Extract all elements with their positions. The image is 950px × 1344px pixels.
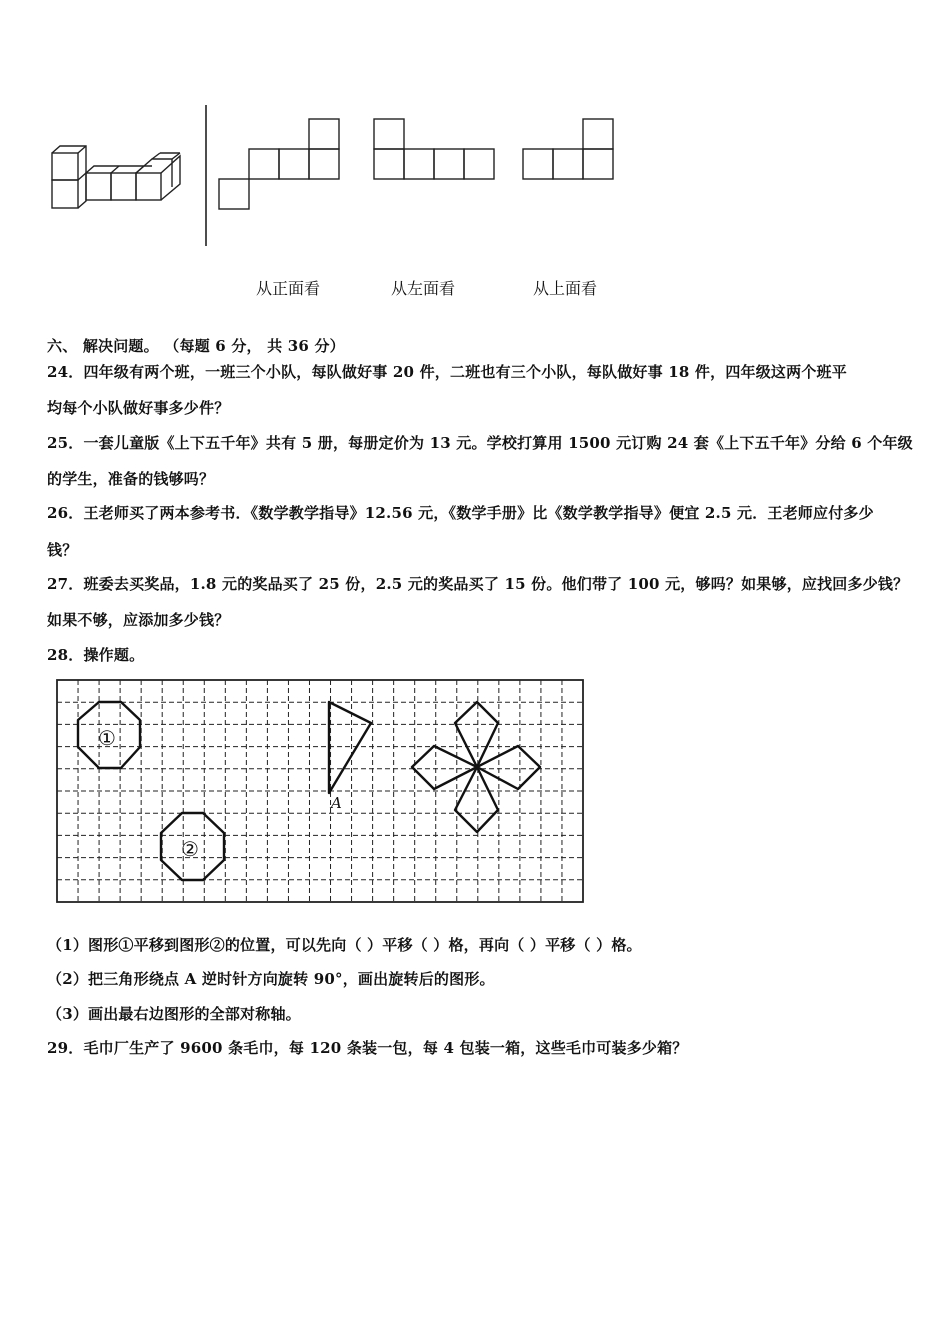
q29-line1: 29．毛巾厂生产了 9600 条毛巾，每 120 条装一包，每 4 包装一箱，这些毛巾可装多少箱？: [47, 1039, 688, 1057]
q27-line1: 27．班委去买奖品，1.8 元的奖品买了 25 份，2.5 元的奖品买了 15 份。他们带了 100 元，够吗？如果够，应找回多少钱？: [47, 575, 909, 593]
front-view-label: 从正面看: [256, 279, 321, 298]
q26-line1: 26．王老师买了两本参考书．《数学教学指导》12.56 元，《数学手册》比《数学教学指导》便宜 2.5 元．王老师应付多少: [47, 504, 874, 522]
point-a-label: A: [331, 794, 342, 812]
flower-shape: [412, 702, 540, 832]
left-view-label: 从左面看: [391, 279, 456, 298]
shape1-label: ①: [98, 726, 116, 750]
q25-line1: 25．一套儿童版《上下五千年》共有 5 册，每册定价为 13 元。学校打算用 1500 元订购 24 套《上下五千年》分给 6 个年级: [47, 434, 913, 452]
q28-sub2: （2）把三角形绕点 A 逆时针方向旋转 90°，画出旋转后的图形。: [47, 970, 495, 988]
triangle-a: [329, 702, 371, 793]
q25-line2: 的学生，准备的钱够吗？: [47, 470, 215, 488]
q28-sub3: （3）画出最右边图形的全部对称轴。: [47, 1005, 301, 1023]
q24-line2: 均每个小队做好事多少件？: [47, 399, 230, 417]
q28-title: 28．操作题。: [47, 646, 145, 664]
q27-line2: 如果不够，应添加多少钱？: [47, 611, 230, 629]
q26-line2: 钱？: [47, 541, 78, 559]
shape2-label: ②: [181, 837, 199, 861]
q28-sub1: （1）图形①平移到图形②的位置，可以先向（ ）平移（ ）格，再向（ ）平移（ ）格。: [47, 936, 642, 954]
top-view-label: 从上面看: [533, 279, 598, 298]
q24-line1: 24．四年级有两个班，一班三个小队，每队做好事 20 件，二班也有三个小队，每队做好事 18 件，四年级这两个班平: [47, 363, 847, 381]
section-title: 六、 解决问题。 （每题 6 分， 共 36 分）: [47, 337, 345, 355]
